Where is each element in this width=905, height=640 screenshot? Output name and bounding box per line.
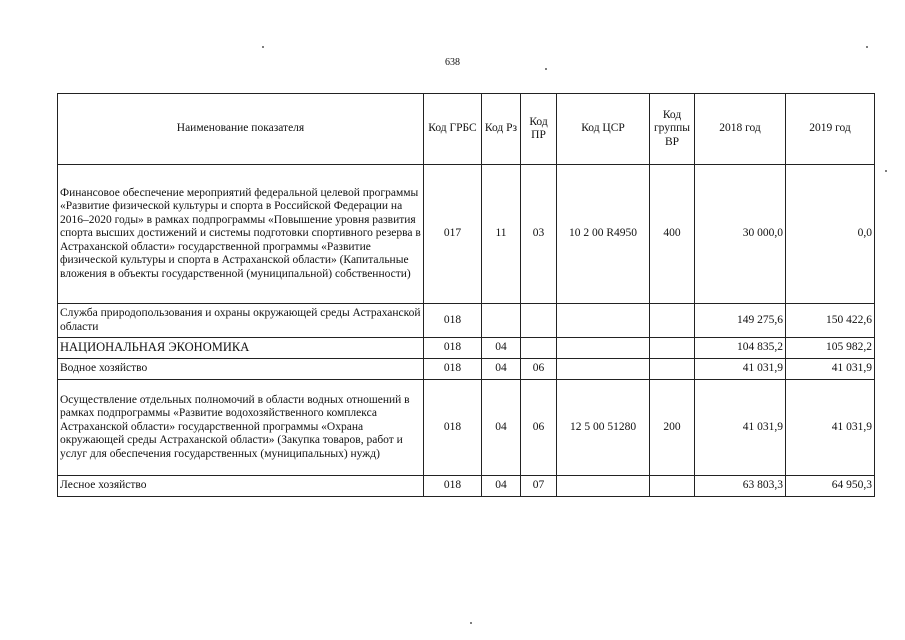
row-grbs: 017 <box>424 165 482 304</box>
row-vr: 400 <box>650 165 695 304</box>
header-name: Наименование показателя <box>58 94 424 165</box>
row-2019: 150 422,6 <box>786 304 875 338</box>
row-2019: 41 031,9 <box>786 380 875 476</box>
table-row <box>58 165 875 304</box>
scan-speck <box>885 170 887 172</box>
row-vr <box>650 338 695 359</box>
row-2018: 149 275,6 <box>695 304 786 338</box>
row-pr: 06 <box>521 380 557 476</box>
row-pr: 03 <box>521 165 557 304</box>
scan-speck <box>262 46 264 48</box>
row-rz: 04 <box>482 380 521 476</box>
page-number: 638 <box>445 57 460 68</box>
row-name: Финансовое обеспечение мероприятий федеральной целевой программы «Развитие физической культуры и спорта в Российской Федерации на 2016–2020 годы» в рамках подпрограммы «Повышение уровня развития спорта высших достижений и системы подготовки спортивного резерва в Астраханской области» государственной программы «Развитие физической культуры и спорта в Астраханской области» (Капитальные вложения в объекты государственной (муниципальной) собственности) <box>58 165 424 304</box>
row-pr <box>521 304 557 338</box>
row-csr <box>557 476 650 497</box>
row-grbs: 018 <box>424 476 482 497</box>
header-vr: Код группы ВР <box>650 94 695 165</box>
row-2018: 104 835,2 <box>695 338 786 359</box>
row-grbs: 018 <box>424 359 482 380</box>
row-pr: 06 <box>521 359 557 380</box>
row-2019: 105 982,2 <box>786 338 875 359</box>
row-grbs: 018 <box>424 338 482 359</box>
row-name: Водное хозяйство <box>58 359 424 380</box>
header-2019: 2019 год <box>786 94 875 165</box>
header-rz: Код Рз <box>482 94 521 165</box>
row-2019: 0,0 <box>786 165 875 304</box>
row-2018: 41 031,9 <box>695 359 786 380</box>
table-row <box>58 380 875 476</box>
row-pr <box>521 338 557 359</box>
scan-speck <box>545 68 547 70</box>
row-name: Лесное хозяйство <box>58 476 424 497</box>
row-vr <box>650 359 695 380</box>
row-pr: 07 <box>521 476 557 497</box>
header-2018: 2018 год <box>695 94 786 165</box>
row-vr: 200 <box>650 380 695 476</box>
row-vr <box>650 304 695 338</box>
row-name: Осуществление отдельных полномочий в области водных отношений в рамках подпрограммы «Развитие водохозяйственного комплекса Астраханской области» государственной программы «Охрана окружающей среды Астраханской области» (Закупка товаров, работ и услуг для обеспечения государственных (муниципальных) нужд) <box>58 380 424 476</box>
row-grbs: 018 <box>424 380 482 476</box>
table-row <box>58 359 875 380</box>
table-row <box>58 476 875 497</box>
table-row <box>58 304 875 338</box>
row-rz: 04 <box>482 338 521 359</box>
row-csr <box>557 304 650 338</box>
header-grbs: Код ГРБС <box>424 94 482 165</box>
row-rz <box>482 304 521 338</box>
row-2018: 30 000,0 <box>695 165 786 304</box>
row-csr <box>557 359 650 380</box>
header-pr: Код ПР <box>521 94 557 165</box>
header-csr: Код ЦСР <box>557 94 650 165</box>
row-2018: 41 031,9 <box>695 380 786 476</box>
row-2018: 63 803,3 <box>695 476 786 497</box>
row-name: НАЦИОНАЛЬНАЯ ЭКОНОМИКА <box>58 338 424 359</box>
table-row <box>58 338 875 359</box>
row-rz: 11 <box>482 165 521 304</box>
row-2019: 41 031,9 <box>786 359 875 380</box>
row-csr: 12 5 00 51280 <box>557 380 650 476</box>
row-vr <box>650 476 695 497</box>
row-rz: 04 <box>482 359 521 380</box>
row-rz: 04 <box>482 476 521 497</box>
row-csr: 10 2 00 R4950 <box>557 165 650 304</box>
row-csr <box>557 338 650 359</box>
scan-speck <box>470 622 472 624</box>
row-2019: 64 950,3 <box>786 476 875 497</box>
scan-speck <box>866 46 868 48</box>
budget-table <box>57 93 875 497</box>
row-grbs: 018 <box>424 304 482 338</box>
row-name: Служба природопользования и охраны окружающей среды Астраханской области <box>58 304 424 338</box>
table-header-row <box>58 94 875 165</box>
